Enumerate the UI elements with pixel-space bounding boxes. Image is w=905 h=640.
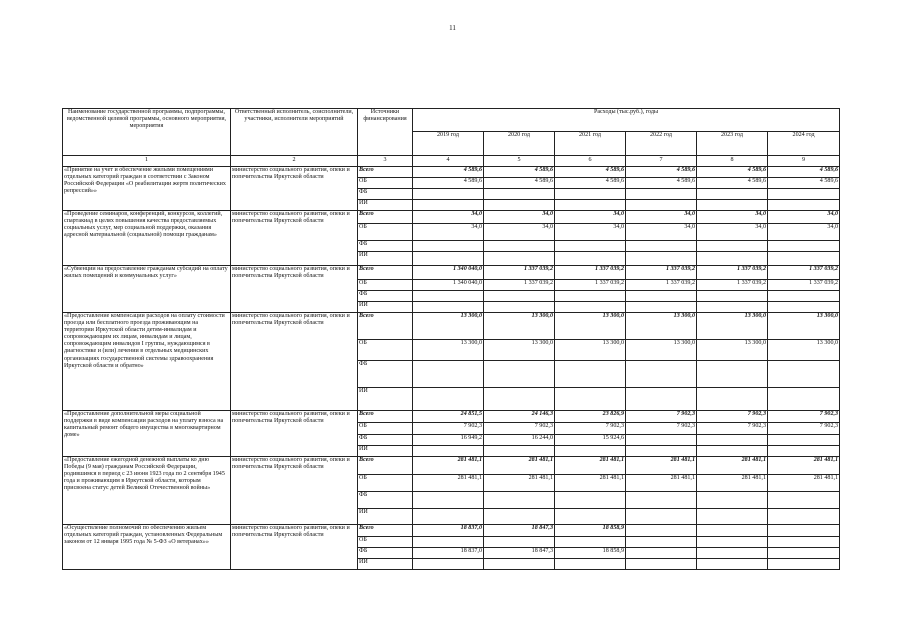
budget-body (63, 167, 840, 570)
expense-value (555, 537, 626, 548)
expense-value (626, 492, 697, 509)
expense-value: 4 589,6 (484, 167, 555, 178)
table-row (63, 313, 840, 340)
expense-value: 4 589,6 (555, 167, 626, 178)
funding-source: ИИ (358, 252, 413, 266)
expense-value (555, 302, 626, 313)
expense-value (768, 241, 840, 252)
expense-value: 1 337 039,2 (626, 266, 697, 280)
expense-value (768, 525, 840, 537)
expense-value: 18 837,0 (413, 525, 484, 537)
table-row (63, 411, 840, 423)
expense-value: 13 300,0 (413, 313, 484, 340)
column-number: 9 (768, 156, 840, 167)
expense-value (768, 559, 840, 570)
expense-value (484, 361, 555, 388)
expense-value (555, 189, 626, 200)
expense-value (555, 361, 626, 388)
expense-value: 281 481,1 (413, 475, 484, 492)
executor: министерство социального развития, опеки и попечительства Иркутской области (231, 211, 358, 266)
funding-source: ФБ (358, 291, 413, 302)
expense-value: 34,0 (413, 211, 484, 224)
expense-value (697, 241, 768, 252)
program-name: «Предоставление дополнительной меры социальной поддержки в виде компенсации расходов на уплату взноса на капитальный ремонт общего имущества в многоквартирном доме» (63, 411, 231, 457)
expense-value (413, 241, 484, 252)
expense-value (697, 252, 768, 266)
expense-value (768, 200, 840, 211)
expense-value (768, 252, 840, 266)
expense-value (555, 388, 626, 411)
table-row (63, 167, 840, 178)
expense-value (626, 291, 697, 302)
expense-value: 4 589,6 (413, 167, 484, 178)
expense-value: 281 481,1 (484, 475, 555, 492)
funding-source: ФБ (358, 361, 413, 388)
expense-value (413, 302, 484, 313)
expense-value: 4 589,6 (626, 167, 697, 178)
expense-value (768, 361, 840, 388)
table-row (63, 266, 840, 280)
funding-source: ИИ (358, 559, 413, 570)
expense-value (413, 446, 484, 457)
expense-value: 13 300,0 (484, 313, 555, 340)
expense-value (626, 252, 697, 266)
expense-value: 281 481,1 (555, 457, 626, 475)
expense-value (413, 509, 484, 525)
table-row (63, 525, 840, 537)
funding-source: ОБ (358, 423, 413, 435)
expense-value (697, 537, 768, 548)
funding-source: ИИ (358, 200, 413, 211)
table-row (63, 211, 840, 224)
funding-source: Всего (358, 266, 413, 280)
expense-value (484, 241, 555, 252)
expense-value: 34,0 (697, 211, 768, 224)
expense-value (413, 559, 484, 570)
expense-value: 13 300,0 (484, 340, 555, 361)
funding-source: ФБ (358, 492, 413, 509)
column-number: 2 (231, 156, 358, 167)
expense-value: 34,0 (413, 224, 484, 241)
expense-value: 7 902,3 (413, 423, 484, 435)
expense-value: 4 589,6 (768, 178, 840, 189)
expense-value (413, 189, 484, 200)
executor: министерство социального развития, опеки и попечительства Иркутской области (231, 167, 358, 211)
expense-value (626, 361, 697, 388)
expense-value (697, 361, 768, 388)
expense-value (697, 435, 768, 446)
expense-value (626, 302, 697, 313)
budget-table (62, 108, 840, 570)
expense-value (768, 435, 840, 446)
expense-value: 281 481,1 (413, 457, 484, 475)
expense-value: 23 826,9 (555, 411, 626, 423)
expense-value (768, 302, 840, 313)
expense-value (697, 525, 768, 537)
program-name: «Принятие на учет и обеспечение жилыми помещениями отдельных категорий граждан в соответствии с Законом Российской Федерации «О реабилитации жертв политических репрессий»» (63, 167, 231, 211)
funding-source: ФБ (358, 548, 413, 559)
expense-value (484, 537, 555, 548)
expense-value (768, 537, 840, 548)
expense-value: 1 337 039,2 (697, 266, 768, 280)
expense-value (626, 241, 697, 252)
expense-value (626, 200, 697, 211)
expense-value (626, 525, 697, 537)
expense-value (413, 361, 484, 388)
expense-value (697, 302, 768, 313)
expense-value (697, 189, 768, 200)
funding-source: ФБ (358, 435, 413, 446)
header-year: 2021 год (555, 132, 626, 156)
funding-source: Всего (358, 211, 413, 224)
expense-value (413, 388, 484, 411)
expense-value (484, 492, 555, 509)
expense-value: 1 337 039,2 (768, 280, 840, 291)
expense-value: 34,0 (555, 211, 626, 224)
expense-value (413, 200, 484, 211)
expense-value: 13 300,0 (413, 340, 484, 361)
expense-value (626, 435, 697, 446)
header-year: 2023 год (697, 132, 768, 156)
expense-value (484, 200, 555, 211)
expense-value: 1 337 039,2 (484, 266, 555, 280)
expense-value (555, 291, 626, 302)
column-number: 6 (555, 156, 626, 167)
expense-value: 34,0 (484, 211, 555, 224)
expense-value: 7 902,3 (484, 423, 555, 435)
header-expenses: Расходы (тыс.руб.), годы (413, 109, 840, 132)
expense-value: 34,0 (697, 224, 768, 241)
expense-value (555, 559, 626, 570)
expense-value (626, 548, 697, 559)
funding-source: Всего (358, 411, 413, 423)
table-row (63, 457, 840, 475)
expense-value: 13 300,0 (697, 340, 768, 361)
executor: министерство социального развития, опеки и попечительства Иркутской области (231, 411, 358, 457)
expense-value: 7 902,3 (697, 423, 768, 435)
expense-value: 1 337 039,2 (555, 266, 626, 280)
funding-source: ОБ (358, 475, 413, 492)
expense-value: 34,0 (555, 224, 626, 241)
funding-source: ИИ (358, 302, 413, 313)
expense-value (768, 509, 840, 525)
expense-value: 4 589,6 (484, 178, 555, 189)
expense-value (768, 291, 840, 302)
expense-value: 18 858,9 (555, 525, 626, 537)
executor: министерство социального развития, опеки и попечительства Иркутской области (231, 457, 358, 525)
expense-value (413, 291, 484, 302)
executor: министерство социального развития, опеки и попечительства Иркутской области (231, 525, 358, 570)
expense-value (626, 446, 697, 457)
expense-value: 281 481,1 (484, 457, 555, 475)
expense-value (768, 189, 840, 200)
funding-source: ОБ (358, 178, 413, 189)
expense-value (697, 291, 768, 302)
expense-value: 13 300,0 (626, 313, 697, 340)
expense-value (697, 548, 768, 559)
expense-value: 13 300,0 (697, 313, 768, 340)
expense-value (697, 200, 768, 211)
expense-value (697, 388, 768, 411)
column-number: 1 (63, 156, 231, 167)
expense-value: 34,0 (768, 224, 840, 241)
expense-value (768, 548, 840, 559)
expense-value: 34,0 (626, 211, 697, 224)
funding-source: Всего (358, 167, 413, 178)
column-number: 4 (413, 156, 484, 167)
expense-value (484, 189, 555, 200)
expense-value: 281 481,1 (555, 475, 626, 492)
expense-value: 1 337 039,2 (768, 266, 840, 280)
expense-value: 7 902,3 (697, 411, 768, 423)
expense-value: 34,0 (768, 211, 840, 224)
expense-value (555, 446, 626, 457)
expense-value (626, 388, 697, 411)
funding-source: ИИ (358, 509, 413, 525)
expense-value: 1 340 040,0 (413, 266, 484, 280)
expense-value (555, 241, 626, 252)
expense-value: 15 924,6 (555, 435, 626, 446)
expense-value: 7 902,3 (626, 423, 697, 435)
expense-value: 13 300,0 (768, 313, 840, 340)
expense-value (413, 252, 484, 266)
header-funding-source: Источники финансирования (358, 109, 413, 156)
expense-value: 24 851,5 (413, 411, 484, 423)
funding-source: ОБ (358, 537, 413, 548)
expense-value (484, 446, 555, 457)
header-year: 2020 год (484, 132, 555, 156)
expense-value: 281 481,1 (626, 457, 697, 475)
expense-value (484, 302, 555, 313)
column-number: 7 (626, 156, 697, 167)
expense-value: 1 337 039,2 (484, 280, 555, 291)
column-number: 8 (697, 156, 768, 167)
expense-value: 281 481,1 (768, 457, 840, 475)
page-number: 11 (449, 24, 456, 32)
funding-source: ОБ (358, 224, 413, 241)
expense-value: 7 902,3 (768, 423, 840, 435)
expense-value: 16 244,0 (484, 435, 555, 446)
expense-value: 1 340 040,0 (413, 280, 484, 291)
funding-source: ФБ (358, 241, 413, 252)
header-year: 2022 год (626, 132, 697, 156)
expense-value: 18 837,0 (413, 548, 484, 559)
funding-source: ФБ (358, 189, 413, 200)
expense-value (626, 509, 697, 525)
expense-value (768, 492, 840, 509)
expense-value: 4 589,6 (626, 178, 697, 189)
expense-value: 1 337 039,2 (626, 280, 697, 291)
header-program-name: Наименование государственной программы, подпрограммы, ведомственной целевой программы, основного мероприятия, мероприятия (63, 109, 231, 156)
expense-value (626, 189, 697, 200)
expense-value: 16 949,2 (413, 435, 484, 446)
expense-value (768, 388, 840, 411)
expense-value: 7 902,3 (626, 411, 697, 423)
expense-value: 18 847,3 (484, 548, 555, 559)
expense-value: 7 902,3 (768, 411, 840, 423)
expense-value: 18 847,3 (484, 525, 555, 537)
expense-value: 13 300,0 (626, 340, 697, 361)
expense-value (413, 492, 484, 509)
expense-value (697, 559, 768, 570)
expense-value (555, 200, 626, 211)
expense-value: 4 589,6 (697, 167, 768, 178)
expense-value (555, 509, 626, 525)
expense-value: 24 146,3 (484, 411, 555, 423)
expense-value (697, 446, 768, 457)
expense-value: 4 589,6 (697, 178, 768, 189)
executor: министерство социального развития, опеки и попечительства Иркутской области (231, 266, 358, 313)
expense-value: 281 481,1 (697, 475, 768, 492)
program-name: «Предоставление компенсации расходов на оплату стоимости проезда или бесплатного проезда проживающим на территории Иркутской области детям-инвалидам и сопровождающим их лицам, инвалидам и лицам, сопровождающим инвалидов I группы, нуждающимся в диагностике и (или) лечении в отдельных медицинских организациях государственной системы здравоохранения Иркутской области и обратно» (63, 313, 231, 411)
executor: министерство социального развития, опеки и попечительства Иркутской области (231, 313, 358, 411)
expense-value: 1 337 039,2 (555, 280, 626, 291)
expense-value: 281 481,1 (697, 457, 768, 475)
expense-value (413, 537, 484, 548)
expense-value: 4 589,6 (413, 178, 484, 189)
expense-value (555, 252, 626, 266)
expense-value: 7 902,3 (555, 423, 626, 435)
expense-value: 34,0 (626, 224, 697, 241)
expense-value: 18 858,9 (555, 548, 626, 559)
expense-value (697, 509, 768, 525)
column-number: 5 (484, 156, 555, 167)
funding-source: Всего (358, 313, 413, 340)
header-year: 2019 год (413, 132, 484, 156)
expense-value (768, 446, 840, 457)
expense-value (626, 559, 697, 570)
expense-value: 1 337 039,2 (697, 280, 768, 291)
expense-value: 34,0 (484, 224, 555, 241)
expense-value (484, 388, 555, 411)
program-name: «Предоставление ежегодной денежной выплаты ко дню Победы (9 мая) гражданам Российской Федерации, родившимся в период с 23 июня 1923 года по 2 сентября 1945 года и проживающим в Иркутской области, которым присвоена статус детей Великой Отечественной войны» (63, 457, 231, 525)
funding-source: Всего (358, 525, 413, 537)
funding-source: ОБ (358, 340, 413, 361)
expense-value: 13 300,0 (555, 313, 626, 340)
program-name: «Проведение семинаров, конференций, конкурсов, коллегий, спартакиад в целях повышения качества предоставляемых социальных услуг, мер социальной поддержки, оказания адресной материальной (социальной) помощи гражданам» (63, 211, 231, 266)
expense-value (626, 537, 697, 548)
funding-source: ОБ (358, 280, 413, 291)
expense-value: 281 481,1 (626, 475, 697, 492)
funding-source: Всего (358, 457, 413, 475)
header-year: 2024 год (768, 132, 840, 156)
expense-value (484, 252, 555, 266)
expense-value: 281 481,1 (768, 475, 840, 492)
expense-value (697, 492, 768, 509)
header-executor: Ответственный исполнитель, соисполнители, участники, исполнители мероприятий (231, 109, 358, 156)
expense-value (555, 492, 626, 509)
program-name: «Субвенции на предоставление гражданам субсидий на оплату жилых помещений и коммунальных услуг» (63, 266, 231, 313)
funding-source: ИИ (358, 446, 413, 457)
expense-value: 4 589,6 (555, 178, 626, 189)
expense-value: 13 300,0 (768, 340, 840, 361)
program-name: «Осуществление полномочий по обеспечению жильем отдельных категорий граждан, установленных Федеральным законом от 12 января 1995 года № 5-ФЗ «О ветеранах»» (63, 525, 231, 570)
expense-value: 13 300,0 (555, 340, 626, 361)
expense-value (484, 291, 555, 302)
expense-value (484, 509, 555, 525)
funding-source: ИИ (358, 388, 413, 411)
expense-value (484, 559, 555, 570)
column-number: 3 (358, 156, 413, 167)
expense-value: 4 589,6 (768, 167, 840, 178)
